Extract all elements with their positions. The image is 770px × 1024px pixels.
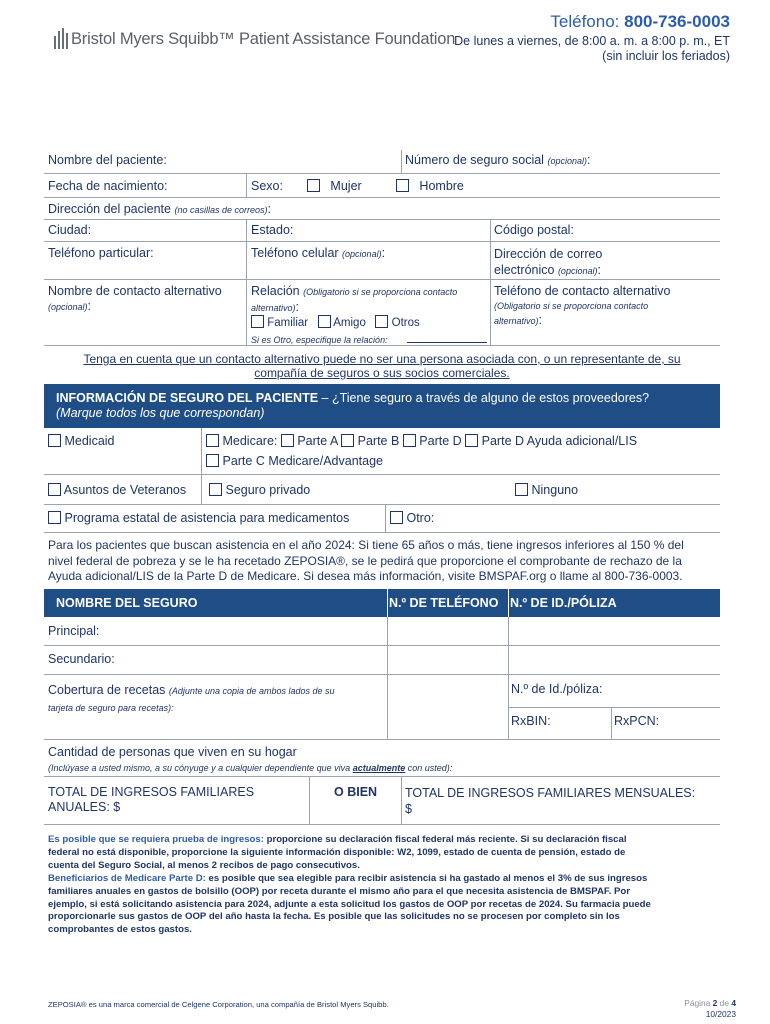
zip-label: Código postal: [494,223,574,237]
relation-friend-option[interactable]: Amigo [318,317,366,329]
medicare-options [206,434,637,448]
col-id: N.º DE ID./PÓLIZA [510,596,617,610]
part-d-lis-checkbox[interactable] [465,434,478,447]
alt-contact-label: Nombre de contacto alternativo (opcional): [48,284,222,313]
household-note: (Inclúyase a usted mismo, a su cónyuge y a cualquier dependiente que viva actualmente con usted): [48,763,453,773]
phone-number[interactable]: 800-736-0003 [624,12,730,31]
address-label: Dirección del paciente (no casillas de correos): [48,202,272,216]
part-c-checkbox[interactable] [206,454,219,467]
other-insurance-option[interactable]: Otro: [390,511,434,525]
form-date: 10/2023 [705,1009,736,1019]
medicare-checkbox[interactable] [206,434,219,447]
sex-male-checkbox[interactable] [396,179,409,192]
none-checkbox[interactable] [515,483,528,496]
medicaid-checkbox[interactable] [48,434,61,447]
relation-friend-checkbox[interactable] [318,315,331,328]
part-d-checkbox[interactable] [403,434,416,447]
veterans-option[interactable]: Asuntos de Veteranos [48,483,186,497]
rxbin-label: RxBIN: [511,714,551,728]
relation-family-checkbox[interactable] [251,315,264,328]
sex-female-option[interactable]: Mujer [307,179,362,193]
logo-text: Bristol Myers Squibb™ Patient Assistance Foundation [71,30,456,48]
insurance-table-header [44,589,720,617]
monthly-income-label: TOTAL DE INGRESOS FAMILIARES MENSUALES: $ [405,786,696,816]
part-d-lis-option[interactable]: Parte D Ayuda adicional/LIS [465,434,637,448]
city-label: Ciudad: [48,223,92,237]
col-insurance-name: NOMBRE DEL SEGURO [56,596,198,610]
trademark-footer: ZEPOSIA® es una marca comercial de Celgene Corporation, una compañía de Bristol Myers Squibb. [48,1000,389,1009]
dob-label: Fecha de nacimiento: [48,179,168,193]
part-a-option[interactable]: Parte A [281,434,338,448]
rxpcn-label: RxPCN: [614,714,660,728]
email-label: Dirección de correo electrónico (opcional): [494,247,603,277]
relation-other-note: Si es Otro, especifique la relación: [251,335,388,345]
relation-other-option[interactable]: Otros [375,317,419,329]
home-phone-label: Teléfono particular: [48,246,154,260]
part-b-option[interactable]: Parte B [341,434,399,448]
sex-label: Sexo: [251,179,283,193]
relation-label: Relación (Obligatorio si se proporciona contacto alternativo): [251,284,458,314]
relation-family-option[interactable]: Familiar [251,317,308,329]
medicare-part-d-note: Beneficiarios de Medicare Parte D: es posible que sea elegible para recibir asistencia si ha gastado al menos el 3% de sus ingresos familiares anuales en gastos de bolsillo (OOP) por receta durante el mismo año para el que necesita asistencia de BMSPAF. Por ejemplo, si está solicitando asistencia para 2024, adjunte a esta solicitud los gastos de OOP por recetas de 2024. Su farmacia puede proporcionarle sus gastos de OOP del año hasta la fecha. Es posible que las solicitudes no se procesen por completo sin los comprobantes de estos gastos. [48,873,651,936]
annual-income-label: TOTAL DE INGRESOS FAMILIARES ANUALES: $ [48,785,255,814]
page-number: Página 2 de 4 [684,998,736,1008]
other-insurance-checkbox[interactable] [390,511,403,524]
private-insurance-option[interactable]: Seguro privado [209,483,310,497]
sex-female-checkbox[interactable] [307,179,320,192]
hours-line-2: (sin incluir los feriados) [602,49,730,63]
relation-other-checkbox[interactable] [375,315,388,328]
ssn-label: Número de seguro social (opcional): [405,153,591,167]
income-proof-note: Es posible que se requiera prueba de ingresos: proporcione su declaración fiscal federal más reciente. Si su declaración fiscal federal no está disponible, proporcione la siguiente información disponible: W2, 1099, estado de cuenta de pensión, estado de cuenta del Seguro Social, al menos 2 recibos de pago consecutivos. [48,834,627,871]
cell-phone-label: Teléfono celular (opcional): [251,246,386,260]
phone-label: Teléfono: [550,12,620,31]
private-insurance-checkbox[interactable] [209,483,222,496]
col-phone: N.º DE TELÉFONO [389,596,499,610]
lis-notice: Para los pacientes que buscan asistencia en el año 2024: Si tiene 65 años o más, tiene ingresos inferiores al 150 % del nivel federal de pobreza y se le ha recetado ZEPOSIA®, se le pedirá que proporcione el comprobante de rechazo de la Ayuda adicional/LIS de la Parte D de Medicare. Si desea más información, visite BMSPAF.org o llame al 800-736-0003. [48,538,684,583]
alt-phone-label: Teléfono de contacto alternativo (Obligatorio si se proporciona contacto alternativo): [494,284,671,327]
primary-label: Principal: [48,624,100,638]
patient-name-label: Nombre del paciente: [48,153,167,167]
hours-line-1: De lunes a viernes, de 8:00 a. m. a 8:00 p. m., ET [454,34,730,48]
household-label: Cantidad de personas que viven en su hogar [48,745,297,759]
part-d-option[interactable]: Parte D [403,434,462,448]
relation-options [251,315,420,329]
medicaid-option[interactable]: Medicaid [48,434,115,448]
none-option[interactable]: Ninguno [515,483,578,497]
rx-id-label: N.º de Id./póliza: [511,682,603,696]
or-label: O BIEN [334,785,378,799]
alt-contact-notice: Tenga en cuenta que un contacto alternativo puede no ser una persona asociada con, o un representante de, su compañía de seguros o sus socios comerciales. [83,352,681,380]
veterans-checkbox[interactable] [48,483,61,496]
rx-coverage-label: Cobertura de recetas (Adjunte una copia de ambos lados de su tarjeta de seguro para recetas): [48,683,335,713]
relation-other-field[interactable] [407,342,487,343]
part-a-checkbox[interactable] [281,434,294,447]
state-program-checkbox[interactable] [48,511,61,524]
bms-logo-icon [52,28,70,50]
sex-male-option[interactable]: Hombre [396,179,464,193]
insurance-info-header: INFORMACIÓN DE SEGURO DEL PACIENTE – ¿Tiene seguro a través de alguno de estos proveedores? (Marque todos los que correspondan) [44,384,720,428]
secondary-label: Secundario: [48,652,115,666]
medicare-option[interactable]: Medicare: [206,434,277,448]
part-b-checkbox[interactable] [341,434,354,447]
state-program-option[interactable]: Programa estatal de asistencia para medicamentos [48,511,349,525]
state-label: Estado: [251,223,294,237]
part-c-option[interactable]: Parte C Medicare/Advantage [206,454,383,468]
phone-line [550,12,730,32]
